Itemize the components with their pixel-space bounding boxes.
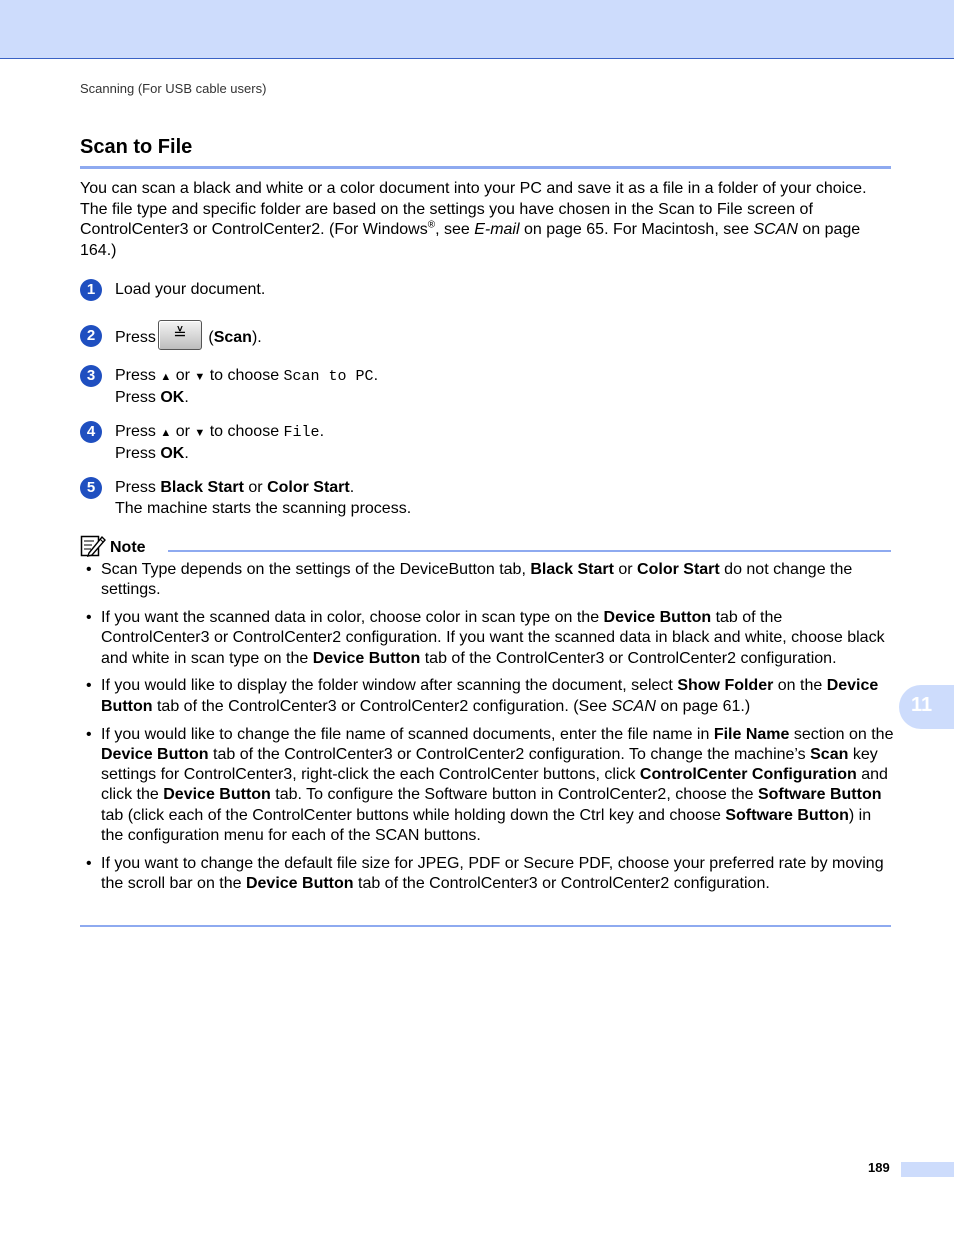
chapter-number: 11 <box>911 694 933 716</box>
step-3 <box>80 365 895 407</box>
bullet-icon: • <box>86 677 92 695</box>
step-number: 1 <box>80 279 102 301</box>
list-item: • If you would like to display the folder window after scanning the document, select Show Folder on the Device Button tab of the ControlCenter3 or ControlCenter2 configuration. (See SCAN on page 61.) <box>86 677 879 715</box>
step-text: Press <box>115 444 161 462</box>
step-text: ). <box>251 329 262 347</box>
note-label: Note <box>110 539 146 556</box>
step-2 <box>80 325 895 355</box>
note-pencil-icon <box>80 533 106 557</box>
note-rule <box>168 550 891 552</box>
ok-key-label: OK <box>160 388 185 406</box>
scan-key-label: Scan <box>213 329 252 347</box>
running-head: Scanning (For USB cable users) <box>80 81 267 96</box>
intro-paragraph <box>80 179 895 261</box>
step-text: or <box>171 367 195 384</box>
step-text: Press <box>115 388 161 406</box>
step-text: . <box>349 479 355 496</box>
step-4 <box>80 421 895 463</box>
registered-mark: ® <box>427 219 436 231</box>
step-text: Press <box>115 329 156 347</box>
step-text: . <box>184 388 189 406</box>
ok-key-label: OK <box>160 444 185 462</box>
step-number: 5 <box>80 477 102 499</box>
header-band <box>0 0 954 59</box>
intro-text: You can scan a black and white or a color document into your PC and save it as a file in a folder of your choice. The file type and specific folder are based on the settings you have chosen in the Scan to File screen of ControlCenter3 or ControlCenter2. (For Windows <box>80 180 867 238</box>
title-rule <box>80 166 891 169</box>
color-start-label: Color Start <box>267 479 350 496</box>
bullet-icon: • <box>86 854 92 872</box>
note-header <box>80 533 891 559</box>
intro-text: on page 164.) <box>80 221 861 259</box>
list-item: • If you want to change the default file size for JPEG, PDF or Secure PDF, choose your preferred rate by moving the scroll bar on the Device Button tab of the ControlCenter3 or ControlCenter2 configuration. <box>86 854 884 893</box>
email-reference-link[interactable]: E-mail <box>474 221 520 238</box>
section-title: Scan to File <box>80 136 193 158</box>
intro-text: , see <box>435 221 475 238</box>
step-text: to choose <box>205 423 284 440</box>
step-text: or <box>171 423 195 440</box>
chapter-tab <box>899 685 954 729</box>
scan-reference-link[interactable]: SCAN <box>753 221 798 238</box>
page-tab <box>901 1162 954 1177</box>
list-item: • If you would like to change the file name of scanned documents, enter the file name in File Name section on the Device Button tab of the ControlCenter3 or ControlCenter2 configuration. To change the machine’s Scan key settings for ControlCenter3, right-click the each ControlCenter buttons, click ControlCenter Configuration and click the Device Button tab. To configure the Software button in ControlCenter2, choose the Software Button tab (click each of the ControlCenter buttons while holding down the Ctrl key and choose Software Button) in the configuration menu for each of the SCAN buttons. <box>86 725 894 845</box>
note-bottom-rule <box>80 925 891 927</box>
step-text: Press <box>115 367 156 384</box>
intro-text: on page 65. For Macintosh, see <box>519 221 754 238</box>
scan-key-icon: ≚ <box>158 320 202 350</box>
step-text: Press <box>115 479 161 496</box>
bullet-icon: • <box>86 725 92 743</box>
step-number: 2 <box>80 325 102 347</box>
scan-reference-link[interactable]: SCAN <box>611 697 656 715</box>
step-text: Load your document. <box>115 281 266 298</box>
step-text: or <box>243 479 268 496</box>
step-text: ( <box>203 329 214 347</box>
step-1 <box>80 279 895 303</box>
list-item: • Scan Type depends on the settings of the DeviceButton tab, Black Start or Color Start do not change the settings. <box>86 561 853 599</box>
step-number: 3 <box>80 365 102 387</box>
menu-value: Scan to PC <box>283 368 374 385</box>
up-arrow-icon: ▲ <box>160 427 172 439</box>
list-item: • If you want the scanned data in color, choose color in scan type on the Device Button tab of the ControlCenter3 or ControlCenter2 configuration. If you want the scanned data in black and white, choose black and white in scan type on the Device Button tab of the ControlCenter3 or ControlCenter2 configuration. <box>86 609 885 667</box>
step-5 <box>80 477 895 519</box>
bullet-icon: • <box>86 561 92 578</box>
black-start-label: Black Start <box>160 479 244 496</box>
down-arrow-icon: ▼ <box>194 371 206 383</box>
step-number: 4 <box>80 421 102 443</box>
step-text: to choose <box>205 367 284 384</box>
up-arrow-icon: ▲ <box>160 371 172 383</box>
step-text: . <box>373 367 379 384</box>
bullet-icon: • <box>86 609 92 627</box>
step-text: The machine starts the scanning process. <box>115 499 412 517</box>
note-list <box>80 560 895 902</box>
menu-value: File <box>283 424 320 441</box>
down-arrow-icon: ▼ <box>194 427 206 439</box>
step-text: . <box>184 444 189 462</box>
step-text: . <box>319 423 325 440</box>
page-number: 189 <box>868 1160 890 1175</box>
step-text: Press <box>115 423 156 440</box>
